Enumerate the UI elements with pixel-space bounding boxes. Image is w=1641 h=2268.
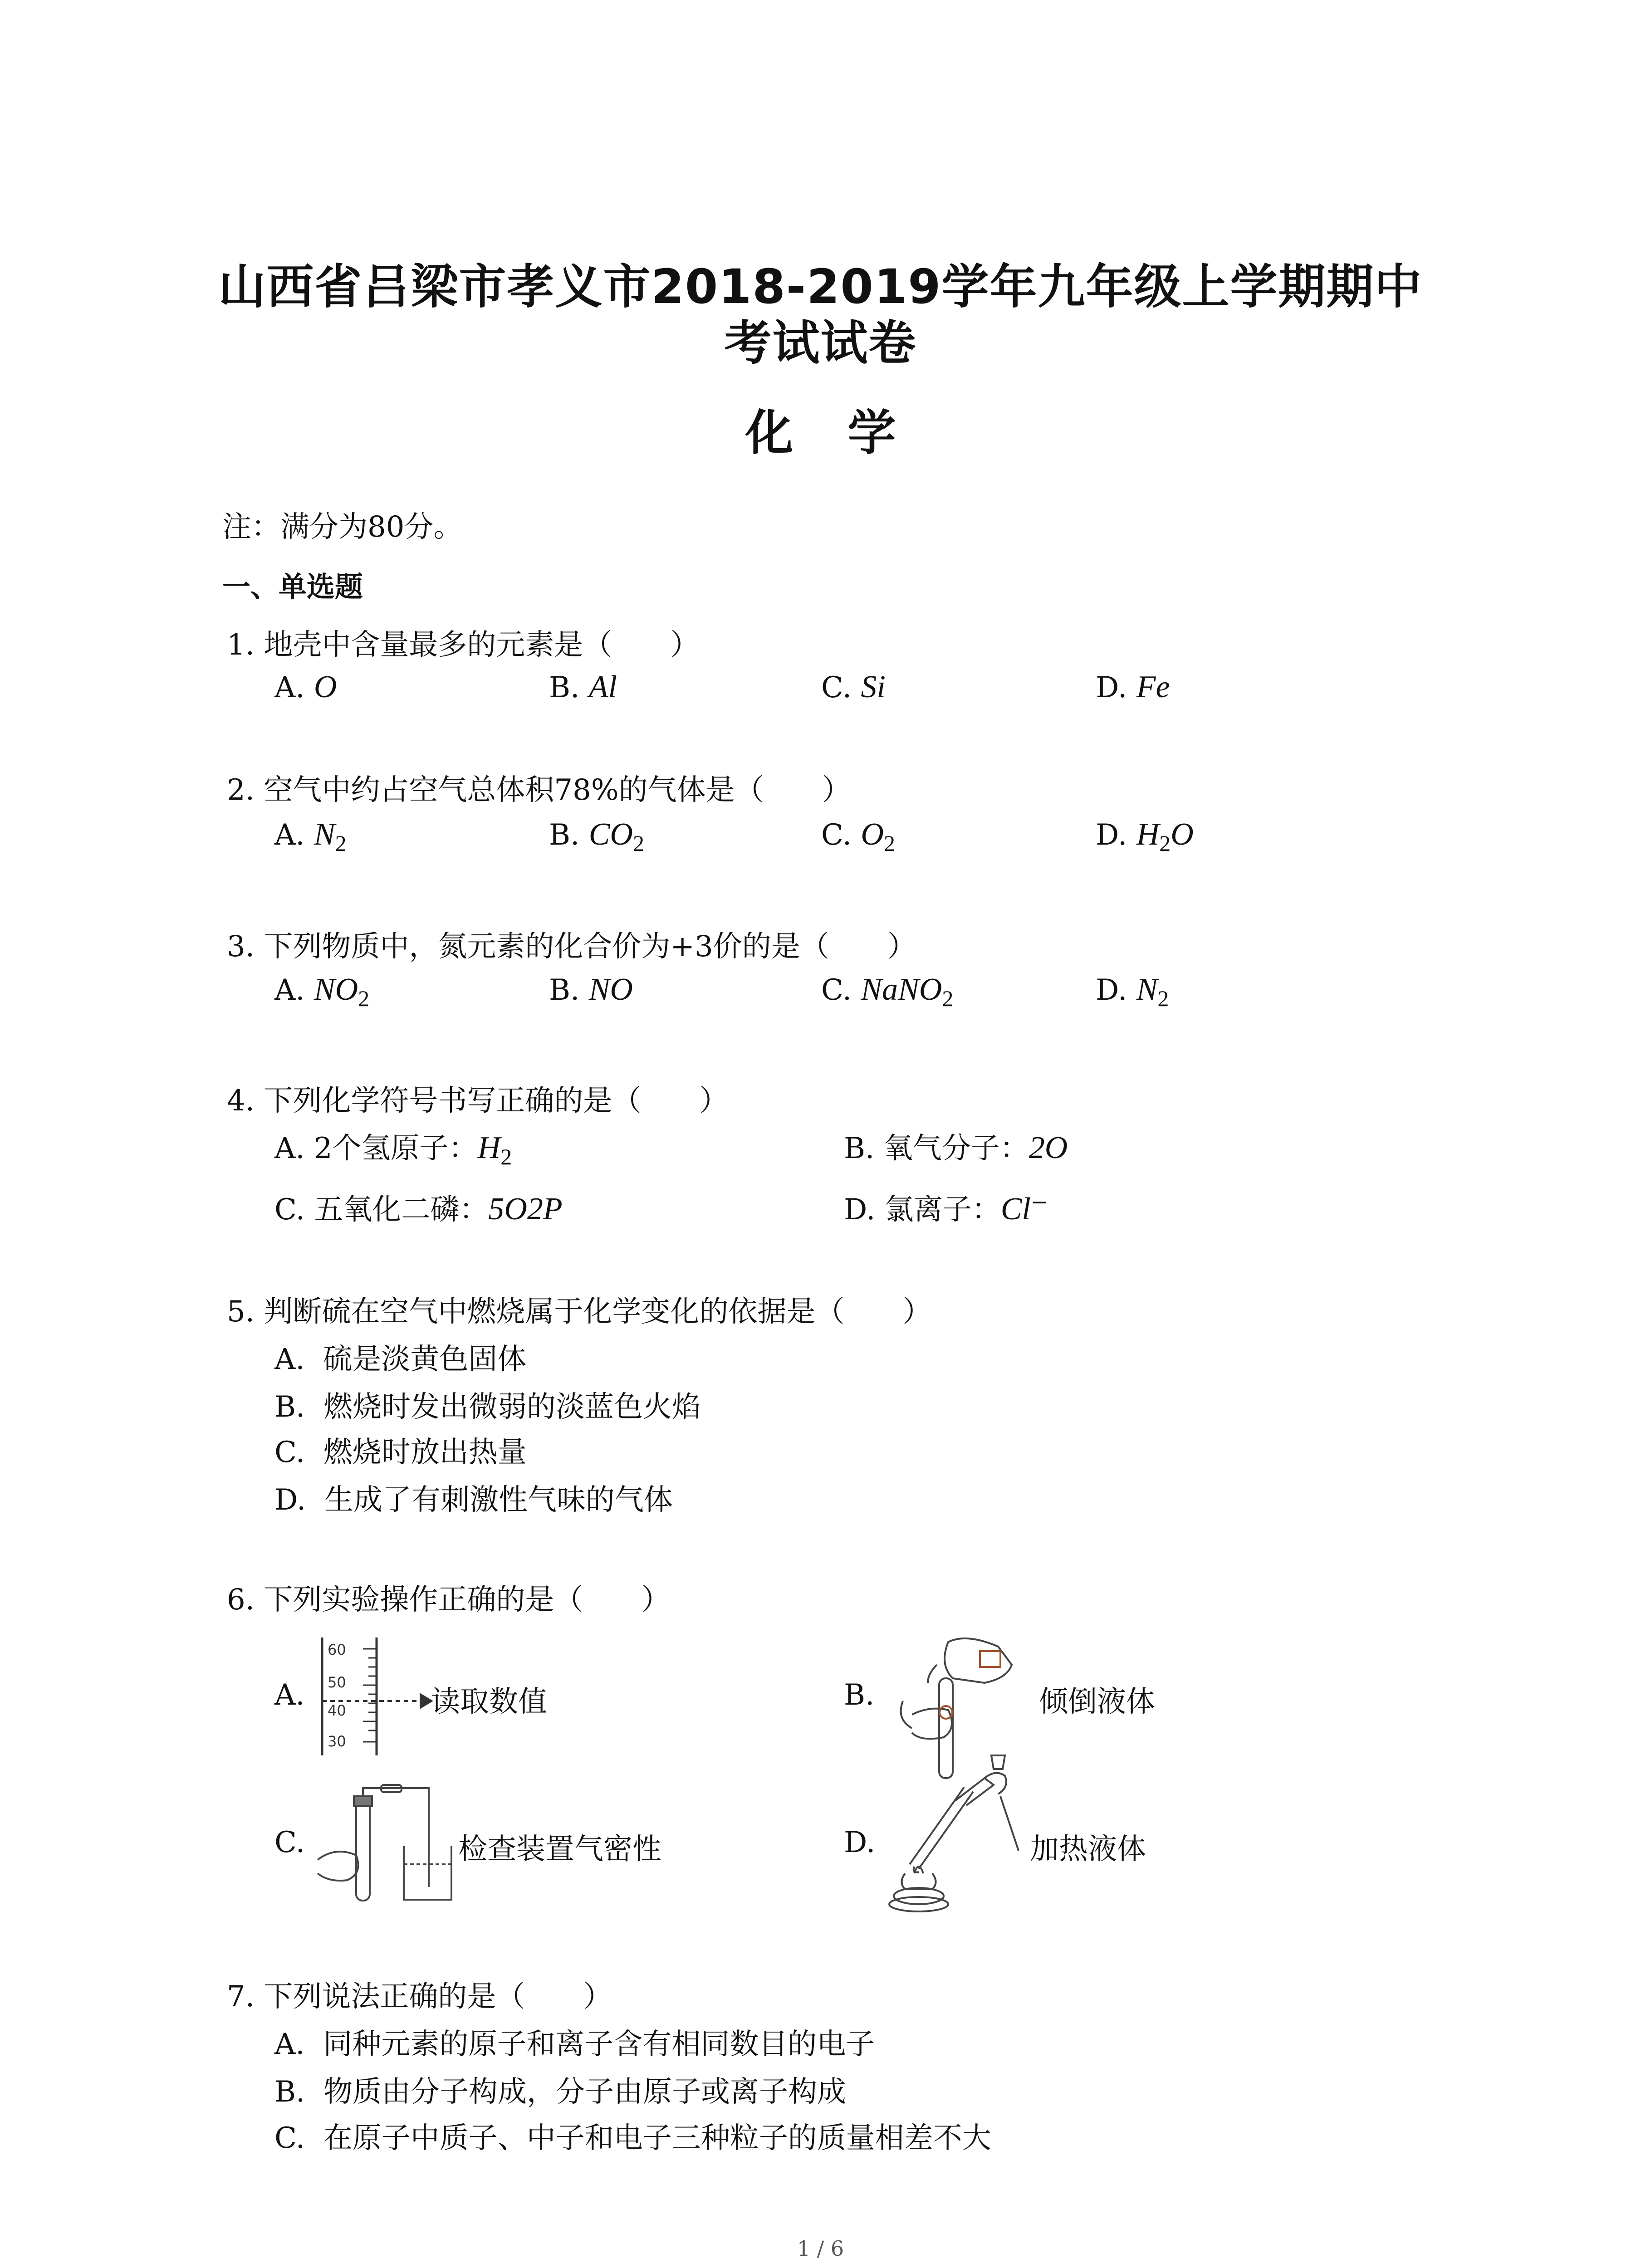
q5-option-c: C. 燃烧时放出热量 — [274, 1436, 527, 1469]
section-heading: 一、单选题 — [222, 570, 363, 603]
title-line-1: 山西省吕梁市孝义市2018-2019学年九年级上学期期中 — [218, 259, 1423, 314]
q5-option-b: B. 燃烧时发出微弱的淡蓝色火焰 — [274, 1390, 701, 1424]
q2-option-d: D. $H_2O$ — [1096, 817, 1194, 856]
q2-option-c: C. $O_2$ — [821, 817, 895, 856]
q6-option-c-text: 检查装置气密性 — [458, 1833, 661, 1866]
q4-option-d: D. 氯离子：Cl− — [844, 1189, 1048, 1227]
q7-option-b: B. 物质由分子构成，分子由原子或离子构成 — [274, 2075, 847, 2109]
q3-stem: 3. 下列物质中，氮元素的化合价为+3价的是（ ） — [227, 930, 916, 963]
q5-stem: 5. 判断硫在空气中燃烧属于化学变化的依据是（ ） — [227, 1295, 932, 1329]
graduated-cylinder-illustration — [318, 1637, 436, 1755]
q1-option-d: D. Fe — [1096, 670, 1170, 704]
title-line-2: 考试试卷 — [724, 315, 917, 371]
q5-option-a: A. 硫是淡黄色固体 — [274, 1343, 527, 1376]
q1-option-c: C. Si — [821, 670, 886, 704]
q7-option-c: C. 在原子中质子、中子和电子三种粒子的质量相差不大 — [274, 2121, 991, 2155]
q1-option-b: B. Al — [549, 670, 617, 704]
q6-stem: 6. 下列实验操作正确的是（ ） — [227, 1583, 671, 1617]
subject-title: 化学 — [745, 405, 950, 461]
q5-option-d: D. 生成了有刺激性气味的气体 — [274, 1483, 673, 1517]
tick-label-40: 40 — [328, 1702, 346, 1719]
q2-option-b: B. $CO_2$ — [549, 817, 644, 856]
q4-option-c: C. 五氧化二磷：5O2P — [274, 1192, 563, 1227]
tick-label-30: 30 — [328, 1733, 346, 1750]
tick-label-60: 60 — [328, 1641, 346, 1658]
q6-option-b-label: B. — [844, 1678, 875, 1712]
page-number: 1 / 6 — [797, 2236, 844, 2261]
q6-option-b-text: 倾倒液体 — [1039, 1685, 1155, 1719]
heating-liquid-illustration — [887, 1760, 1023, 1914]
q4-stem: 4. 下列化学符号书写正确的是（ ） — [227, 1084, 729, 1118]
score-note: 注：满分为80分。 — [222, 510, 463, 544]
q3-option-a: A. $NO_2$ — [274, 972, 370, 1011]
q1-stem: 1. 地壳中含量最多的元素是（ ） — [227, 628, 700, 662]
q7-option-a: A. 同种元素的原子和离子含有相同数目的电子 — [274, 2028, 875, 2061]
q3-option-b: B. NO — [549, 972, 633, 1007]
q7-stem: 7. 下列说法正确的是（ ） — [227, 1980, 612, 2014]
airtightness-check-illustration — [313, 1783, 458, 1905]
q1-option-a: A. O — [274, 670, 337, 704]
q6-option-d-text: 加热液体 — [1030, 1833, 1146, 1866]
q2-stem: 2. 空气中约占空气总体积78%的气体是（ ） — [227, 773, 851, 807]
q3-option-d: D. $N_2$ — [1096, 972, 1169, 1011]
q6-option-a-text: 读取数值 — [431, 1685, 547, 1719]
q6-option-a-label: A. — [274, 1678, 305, 1712]
q4-option-a: A. 2个氢原子：$H_2$ — [274, 1130, 512, 1169]
q3-option-c: C. NaNO$_2$ — [821, 972, 954, 1011]
tick-label-50: 50 — [328, 1674, 346, 1691]
q4-option-b: B. 氧气分子：2O — [844, 1130, 1068, 1165]
q6-option-c-label: C. — [274, 1826, 305, 1859]
q6-option-d-label: D. — [844, 1826, 876, 1859]
q2-option-a: A. $N_2$ — [274, 817, 347, 856]
